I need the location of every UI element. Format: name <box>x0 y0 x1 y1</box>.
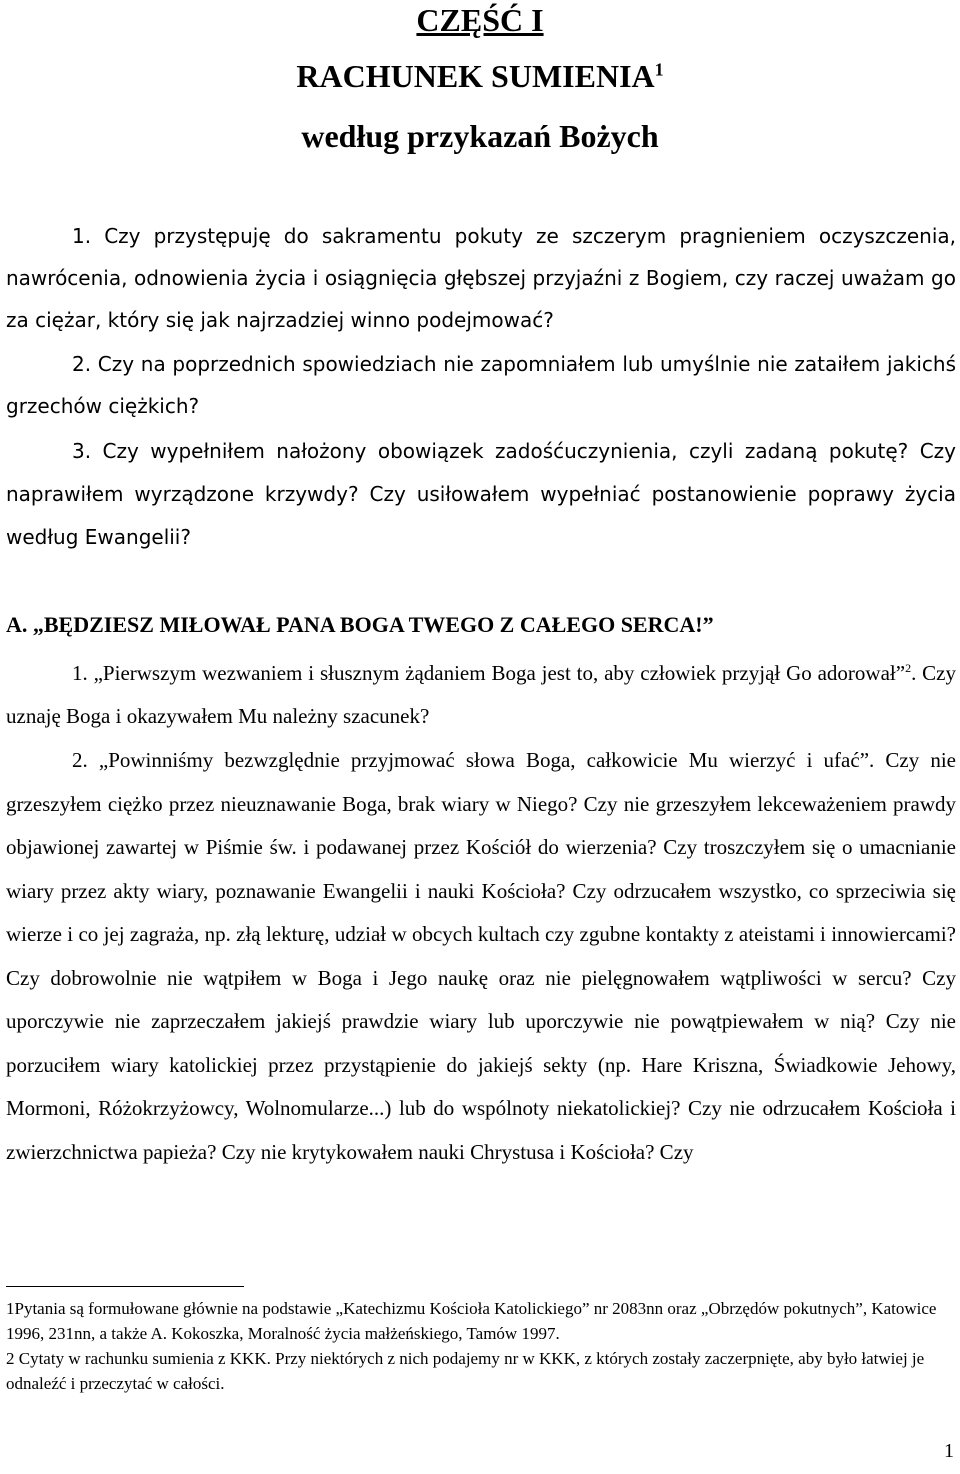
title-text: RACHUNEK SUMIENIA <box>296 58 655 94</box>
section-a-paragraph-2-text: 2. „Powinniśmy bezwzględnie przyjmować słowa Boga, całkowicie Mu wierzyć i ufać”. Czy nie grzeszyłem ciężko przez nieuznawanie Boga, brak wiary w Niego? Czy nie grzeszyłem lekceważeniem prawdy objawionej zawartej w Piśmie św. i podawanej przez Kościół do wierzenia? Czy troszczyłem się o umacnianie wiary przez akty wiary, poznawanie Ewangelii i nauki Kościoła? Czy odrzucałem wszystko, co sprzeciwia się wierze i co jej zagraża, np. złą lekturę, udział w obcych kultach czy zgubne kontakty z ateistami i innowiercami? Czy dobrowolnie nie wątpiłem w Boga i Jego naukę oraz nie pielęgnowałem wątpliwości w sercu? Czy uporczywie nie zaprzeczałem jakiejś prawdzie wiary lub uporczywie nie powątpiewałem w nią? Czy nie porzuciłem wiary katolickiej przez przystąpienie do jakiejś sekty (np. Hare Kriszna, Świadkowie Jehowy, Mormoni, Różokrzyżowcy, Wolnomularze...) lub do wspólnoty niekatolickiej? Czy nie odrzucałem Kościoła i zwierzchnictwa papieża? Czy nie krytykowałem nauki Chrystusa i Kościoła? Czy <box>6 748 956 1164</box>
intro-question-2 <box>6 343 956 427</box>
section-a-paragraph-1-start: 1. „Pierwszym wezwaniem i słusznym żądaniem Boga jest to, aby człowiek przyjął Go adorował” <box>72 661 906 685</box>
footnotes <box>6 1296 956 1396</box>
intro-question-2-text: 2. Czy na poprzednich spowiedziach nie zapomniałem lub umyślnie nie zataiłem jakichś grzechów ciężkich? <box>6 352 956 418</box>
intro-question-1 <box>6 215 956 341</box>
section-a-paragraph-1-end: . Czy uznaję Boga i okazywałem Mu należny szacunek? <box>6 661 956 728</box>
section-a-heading: A. „BĘDZIESZ MIŁOWAŁ PANA BOGA TWEGO Z CAŁEGO SERCA!” <box>6 612 714 637</box>
section-a-paragraph-2 <box>6 739 956 1174</box>
page-number: 1 <box>944 1440 954 1462</box>
document-title <box>0 56 960 96</box>
footnote-1: 1Pytania są formułowane głównie na podstawie „Katechizmu Kościoła Katolickiego” nr 2083nn oraz „Obrzędów pokutnych”, Katowice 1996, 231nn, a także A. Kokoszka, Moralność życia małżeńskiego, Tamów 1997. <box>6 1299 937 1343</box>
document-subtitle: według przykazań Bożych <box>301 118 659 154</box>
intro-question-1-text: 1. Czy przystępuję do sakramentu pokuty ze szczerym pragnieniem oczyszczenia, nawrócenia, odnowienia życia i osiągnięcia głębszej przyjaźni z Bogiem, czy raczej uważam go za ciężar, który się jak najrzadziej winno podejmować? <box>6 224 956 332</box>
footnote-separator <box>6 1286 244 1287</box>
section-a-paragraph-1 <box>6 652 956 738</box>
part-heading: CZĘŚĆ I <box>416 2 544 38</box>
footnote-ref-2: 2 <box>905 661 912 675</box>
intro-question-3 <box>6 430 956 559</box>
footnote-2: 2 Cytaty w rachunku sumienia z KKK. Przy niektórych z nich podajemy nr w KKK, z których zostały zaczerpnięte, aby było łatwiej je odnaleźć i przeczytać w całości. <box>6 1349 925 1393</box>
title-footnote-ref: 1 <box>654 59 664 80</box>
intro-question-3-text: 3. Czy wypełniłem nałożony obowiązek zadośćuczynienia, czyli zadaną pokutę? Czy naprawiłem wyrządzone krzywdy? Czy usiłowałem wypełniać postanowienie poprawy życia według Ewangelii? <box>6 439 956 549</box>
